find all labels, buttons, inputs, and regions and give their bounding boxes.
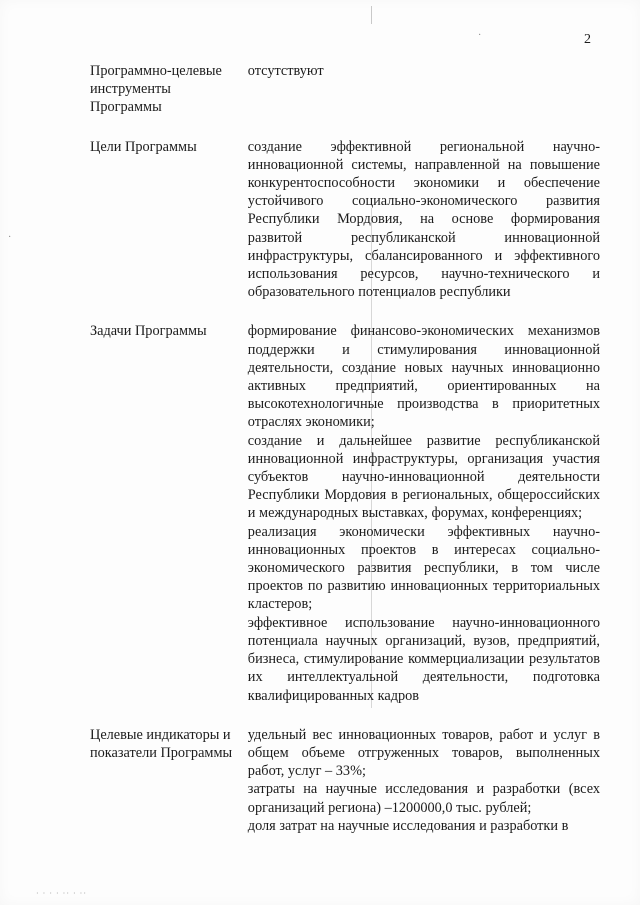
row-description: [244, 138, 600, 302]
description-paragraph: создание и дальнейшее развитие республиканской инновационной инфраструктуры, организация участия субъектов научно-инновационной деятельности Республики Мордовия в региональных, общероссийских и международных выставках, форумах, конференциях;: [247, 432, 600, 522]
passport-row-goals: [90, 138, 600, 302]
row-term: Целевые индикаторы и показатели Программы: [90, 726, 233, 761]
description-paragraph: доля затрат на научные исследования и разработки в: [247, 817, 569, 834]
description-paragraph: реализация экономически эффективных научно-инновационных проектов в интересах социально-экономического развития республики, в том числе проектов по развитию инновационных территориальных кластеров;: [247, 523, 600, 613]
passport-row-indicators: [90, 726, 600, 835]
page-number: 2: [584, 32, 591, 47]
description-paragraph: отсутствуют: [247, 63, 324, 79]
description-paragraph: затраты на научные исследования и разработки (всех организаций региона) –1200000,0 тыс. рублей;: [247, 781, 600, 816]
description-paragraph: удельный вес инновационных товаров, работ и услуг в общем объеме отгруженных товаров, выполненных работ, услуг – 33%;: [247, 726, 600, 780]
row-term: Программно-целевые инструменты Программы: [90, 63, 222, 116]
description-paragraph: создание эффективной региональной научно-инновационной системы, направленной на повышение конкурентоспособности экономики и обеспечение устойчивого социально-экономического развития Республики Мордовия, на основе формирования развитой республиканской инновационной инфраструктуры, сбалансированного и эффективного использования ресурсов, научно-технического и образовательного потенциалов республики: [247, 138, 600, 301]
row-description: [244, 322, 600, 704]
row-description: [244, 726, 600, 835]
scan-speck: ·: [478, 30, 482, 41]
row-term: Цели Программы: [90, 138, 197, 155]
row-description: [244, 62, 600, 117]
passport-row-instruments: [90, 62, 600, 117]
description-paragraph: формирование финансово-экономических механизмов поддержки и стимулирования инновационной деятельности, создание новых научных инновационно активных предприятий, ориентированных на высокотехнологичные производства в приоритетных отраслях экономики;: [247, 323, 600, 431]
scan-speck: ·: [8, 232, 12, 243]
description-paragraph: эффективное использование научно-инновационного потенциала научных организаций, вузов, предприятий, бизнеса, стимулирование коммерциализации результатов их интеллектуальной деятельности, подготовка квалифицированных кадров: [247, 614, 600, 704]
row-term: Задачи Программы: [90, 323, 207, 340]
scan-fold-line-top: [371, 6, 372, 24]
program-passport-table: [90, 62, 600, 835]
scan-footer-mark: · · · · ·· · ··: [36, 889, 87, 898]
passport-row-tasks: [90, 322, 600, 704]
